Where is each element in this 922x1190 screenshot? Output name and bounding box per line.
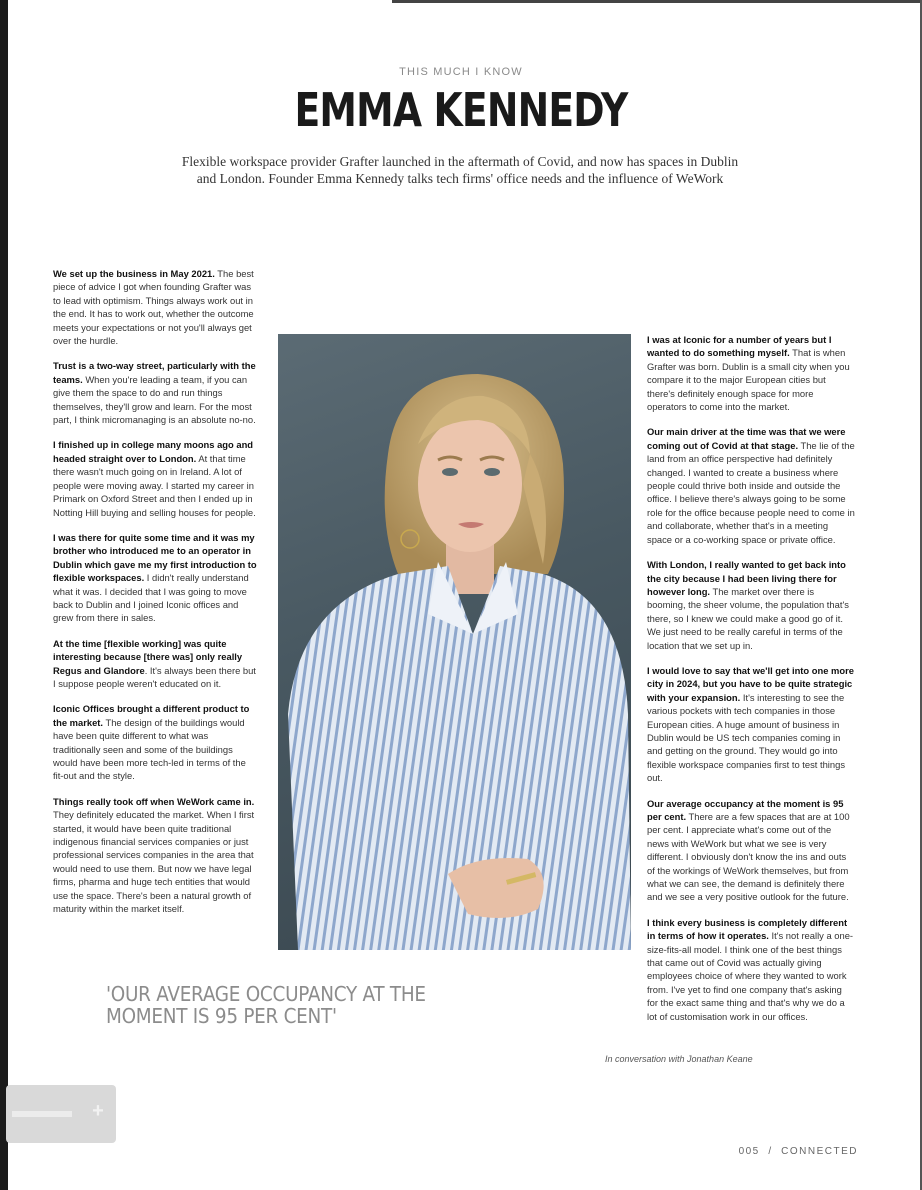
paragraph-body: It's not really a one-size-fits-all model. I think one of the best things that came out of Covid was actually giving employees choice of where they wanted to work from. I've yet to find one company that's asking for the exact same thing and that's why we do a lot of customisation work in our offices. xyxy=(647,930,854,1022)
paragraph xyxy=(53,702,257,782)
paragraph-body: The best piece of advice I got when founding Grafter was to lead with optimism. Things always work out in the end. It has to work out, whether the outcome meets your expectations or not you'll always get over the hurdle. xyxy=(53,268,254,347)
paragraph-lead: Things really took off when WeWork came in. xyxy=(53,795,255,807)
paragraph-lead: Trust is a two-way street, particularly with the teams. xyxy=(53,360,256,385)
expand-panel-widget[interactable] xyxy=(6,1085,116,1143)
paragraph-lead: Iconic Offices brought a different product to the market. xyxy=(53,703,250,728)
portrait-photo xyxy=(278,334,631,950)
paragraph-lead: I finished up in college many moons ago and headed straight over to London. xyxy=(53,439,254,464)
section-name: CONNECTED xyxy=(781,1146,858,1157)
page-folio xyxy=(700,1146,858,1157)
paragraph-body: There are a few spaces that are at 100 per cent. I appreciate what's come out of the news with WeWork but what we see is very different. I obviously don't know the ins and outs of the workings of WeWork themselves, but from what we can see, the demand is definitely there and we see a very positive outlook for the future. xyxy=(647,811,850,903)
paragraph xyxy=(647,916,855,1023)
paragraph xyxy=(647,664,855,785)
page-number: 005 xyxy=(738,1146,760,1157)
pull-quote: 'OUR AVERAGE OCCUPANCY AT THE MOMENT IS 95 PER CENT' xyxy=(106,982,426,1028)
paragraph-body: It's interesting to see the various pockets with tech companies in those European cities. A huge amount of business in Dublin would be US tech companies coming in and getting on the ground. They would go into flexible workspace companies first to test things out. xyxy=(647,691,846,784)
paragraph xyxy=(53,637,257,691)
paragraph-body: That is when Grafter was born. Dublin is a small city when you compare it to the major European cities but there's definitely enough space for more operators to come into the market. xyxy=(647,347,850,413)
paragraph xyxy=(53,795,257,916)
paragraph-lead: Our main driver at the time was that we were coming out of Covid at that stage. xyxy=(647,426,846,451)
paragraph xyxy=(53,359,257,426)
paragraph-body: The design of the buildings would have been quite different to what was traditionally seen and some of the buildings would have been more tech-led in terms of the fit-out and the style. xyxy=(53,716,246,782)
left-column xyxy=(53,267,257,927)
paragraph-body: When you're leading a team, if you can give them the space to do and run things themselves, they'll grow and learn. For the most part, I think micromanaging is an absolute no-no. xyxy=(53,373,256,426)
section-kicker: THIS MUCH I KNOW xyxy=(399,66,523,78)
article-title: EMMA KENNEDY xyxy=(294,83,628,137)
paragraph-body: I didn't really understand what it was. I decided that I was going to move back to Dublin and I joined Iconic offices and grew from there in sales. xyxy=(53,572,249,624)
paragraph-lead: I was there for quite some time and it was my brother who introduced me to an operator in Dublin which gave me my first introduction to flexible workspaces. xyxy=(53,531,257,584)
folio-separator: / xyxy=(768,1146,773,1157)
paragraph-lead: With London, I really wanted to get back into the city because I had been living there for however long. xyxy=(647,559,846,597)
page-edge-left xyxy=(0,0,8,1190)
portrait-illustration xyxy=(278,334,631,950)
paragraph-body: The market over there is booming, the sheer volume, the population that's there, so I knew we could make a good go of it. We just need to be really careful in terms of the location that we set up in. xyxy=(647,585,849,651)
paragraph-lead: We set up the business in May 2021. xyxy=(53,268,215,279)
paragraph xyxy=(53,267,257,347)
paragraph-lead: Our average occupancy at the moment is 95 per cent. xyxy=(647,797,844,822)
paragraph xyxy=(647,797,855,904)
paragraph xyxy=(647,333,855,413)
page-edge-top xyxy=(392,0,922,3)
slider-track[interactable] xyxy=(12,1111,72,1117)
standfirst: Flexible workspace provider Grafter launched in the aftermath of Covid, and now has spaces in Dublin and London. Founder Emma Kennedy talks tech firms' office needs and the influence of WeWork xyxy=(181,154,739,186)
right-column xyxy=(647,333,855,1035)
paragraph-body: The lie of the land from an office perspective had definitely changed. I wanted to create a business where people could thrive both inside and outside the office. I believe there's always going to be some role for the office because people need to come in and collaborate, whether that's in a meeting space or a co-working space or private office. xyxy=(647,439,855,545)
paragraph-lead: I think every business is completely different in terms of how it operates. xyxy=(647,916,848,942)
interview-credit: In conversation with Jonathan Keane xyxy=(605,1054,753,1064)
paragraph-lead: I would love to say that we'll get into one more city in 2024, but you have to be quite strategic with your expansion. xyxy=(647,664,854,703)
paragraph xyxy=(53,531,257,625)
paragraph-body: At that time there wasn't much going on in Ireland. A lot of people were moving away. I started my career in Primark on Oxford Street and then I ended up in Notting Hill buying and selling houses for people. xyxy=(53,452,256,518)
paragraph-body: They definitely educated the market. When I first started, it would have been quite traditional indigenous financial services companies or just professional services companies in the area that would need to use them. But now we have legal firms, pharma and huge tech entities that would use the space. There's been a natural growth of maturity within the market itself. xyxy=(53,809,255,915)
plus-icon[interactable]: + xyxy=(92,1100,104,1122)
paragraph-lead: At the time [flexible working] was quite interesting because [there was] only really Regus and Glandore xyxy=(53,637,243,676)
paragraph xyxy=(647,558,855,652)
paragraph xyxy=(53,438,257,518)
paragraph-body: . It's always been there but I suppose people weren't educated on it. xyxy=(53,664,256,689)
paragraph xyxy=(647,425,855,546)
paragraph-lead: I was at Iconic for a number of years but I wanted to do something myself. xyxy=(647,334,832,359)
